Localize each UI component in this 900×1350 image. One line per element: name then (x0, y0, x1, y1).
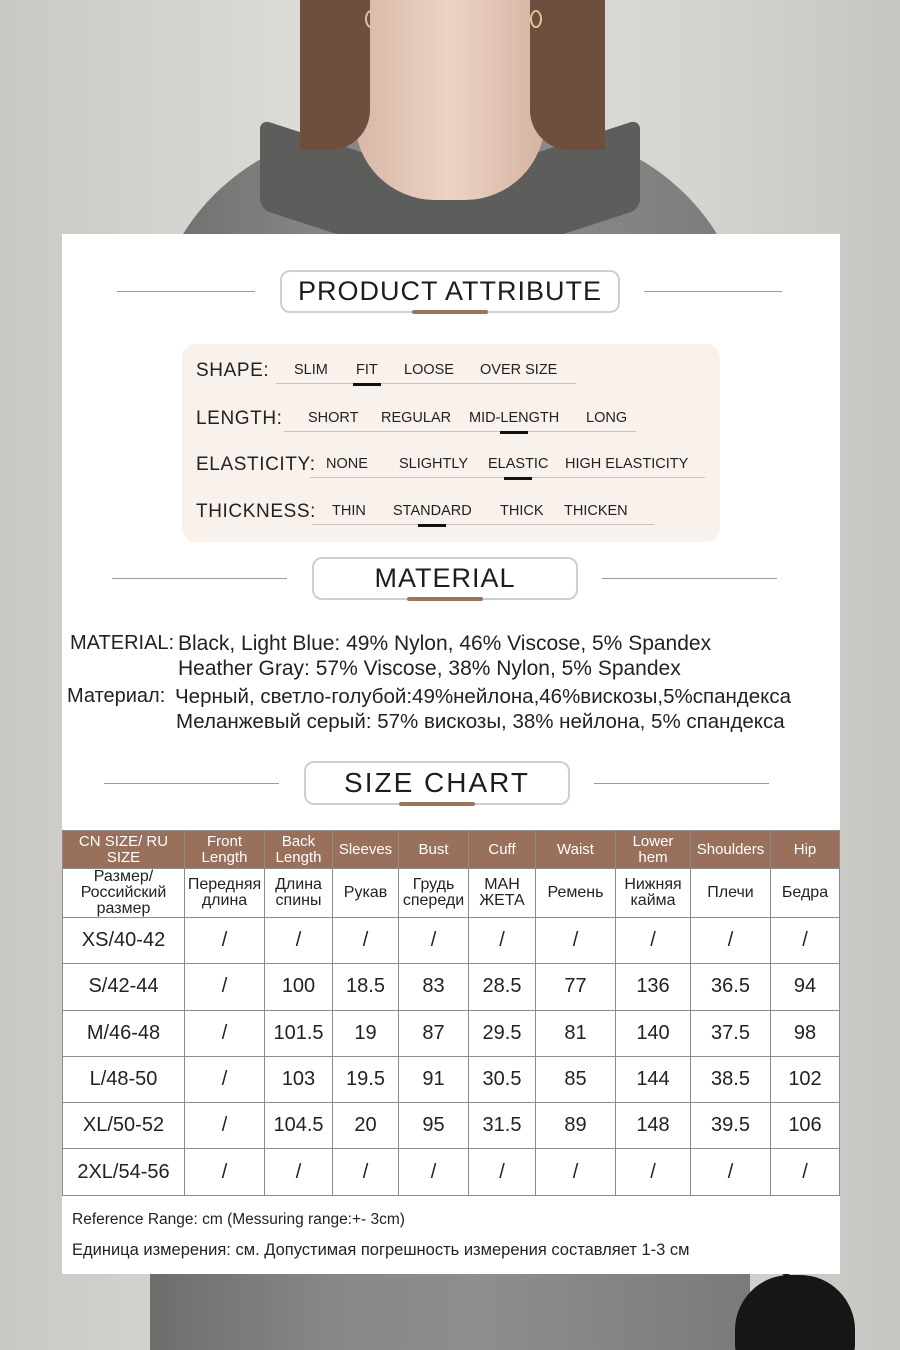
attribute-option: ELASTIC (488, 456, 549, 472)
header-cell-ru: МАН ЖЕТА (469, 869, 536, 918)
header-cell-ru: Нижняя кайма (616, 869, 691, 918)
measurement-cell: 144 (616, 1056, 691, 1102)
header-cell-ru: Рукав (333, 869, 399, 918)
table-row (63, 1149, 840, 1195)
header-cell-ru: Грудь спереди (399, 869, 469, 918)
header-cell-en: Front Length (185, 831, 265, 869)
attribute-row-length (196, 402, 696, 432)
attribute-option: STANDARD (393, 503, 472, 519)
measurement-cell: 81 (536, 1010, 616, 1056)
table-row (63, 1010, 840, 1056)
info-panel (62, 234, 840, 1274)
divider-left (117, 291, 255, 292)
measurement-cell: 18.5 (333, 964, 399, 1010)
material-line-ru-2: Меланжевый серый: 57% вискозы, 38% нейлона, 5% спандекса (176, 710, 785, 733)
measurement-cell: / (616, 1149, 691, 1195)
table-row (63, 1103, 840, 1149)
attribute-option: THIN (332, 503, 366, 519)
header-cell-en: Bust (399, 831, 469, 869)
measurement-cell: / (469, 918, 536, 964)
attribute-underline (284, 431, 636, 432)
divider-right (644, 291, 782, 292)
attribute-option: HIGH ELASTICITY (565, 456, 689, 472)
material-line-ru-1: Черный, светло-голубой:49%нейлона,46%вискозы,5%спандекса (175, 685, 792, 708)
table-header-ru (63, 869, 840, 918)
header-cell-en: Back Length (265, 831, 333, 869)
header-cell-ru: Ремень (536, 869, 616, 918)
size-chart-title: SIZE CHART (304, 761, 570, 805)
measurement-cell: / (333, 918, 399, 964)
attribute-option: MID-LENGTH (469, 410, 560, 426)
size-cell: XL/50-52 (63, 1103, 185, 1149)
divider-left (104, 783, 279, 784)
measurement-cell: / (536, 1149, 616, 1195)
measurement-cell: 31.5 (469, 1103, 536, 1149)
measurement-cell: / (265, 1149, 333, 1195)
measurement-cell: / (691, 918, 771, 964)
attribute-option: SLIGHTLY (399, 456, 469, 472)
measurement-cell: 94 (771, 964, 840, 1010)
measurement-cell: 98 (771, 1010, 840, 1056)
measurement-cell: 100 (265, 964, 333, 1010)
header-cell-ru: Длина спины (265, 869, 333, 918)
measurement-cell: 19 (333, 1010, 399, 1056)
measurement-cell: 95 (399, 1103, 469, 1149)
measurement-cell: 37.5 (691, 1010, 771, 1056)
table-header-en (63, 831, 840, 869)
table-body (63, 918, 840, 1196)
measurement-cell: / (185, 1056, 265, 1102)
measurement-cell: / (333, 1149, 399, 1195)
attribute-option: LONG (586, 410, 628, 426)
size-cell: 2XL/54-56 (63, 1149, 185, 1195)
divider-left (112, 578, 287, 579)
measurement-cell: 30.5 (469, 1056, 536, 1102)
material-line-en-1: Black, Light Blue: 49% Nylon, 46% Viscose, 5% Spandex (178, 632, 712, 655)
attribute-row-elasticity (196, 448, 696, 478)
note-en: Reference Range: cm (Messuring range:+- 3cm) (72, 1211, 405, 1228)
size-cell: M/46-48 (63, 1010, 185, 1056)
attribute-label: LENGTH: (196, 408, 283, 429)
measurement-cell: / (771, 918, 840, 964)
attribute-underline (312, 524, 654, 525)
measurement-cell: 83 (399, 964, 469, 1010)
measurement-cell: / (616, 918, 691, 964)
earring-left-icon (365, 10, 377, 28)
attribute-option: THICK (500, 503, 544, 519)
header-cell-ru: Бедра (771, 869, 840, 918)
measurement-cell: / (185, 1149, 265, 1195)
attribute-label: ELASTICITY: (196, 454, 316, 475)
attribute-option: OVER SIZE (480, 362, 558, 378)
material-label-en: MATERIAL: (70, 632, 175, 654)
attribute-option: LOOSE (404, 362, 454, 378)
size-cell: S/42-44 (63, 964, 185, 1010)
measurement-cell: / (771, 1149, 840, 1195)
attribute-option: REGULAR (381, 410, 452, 426)
measurement-cell: 103 (265, 1056, 333, 1102)
measurement-cell: 28.5 (469, 964, 536, 1010)
measurement-cell: 19.5 (333, 1056, 399, 1102)
measurement-cell: 39.5 (691, 1103, 771, 1149)
measurement-cell: / (399, 918, 469, 964)
size-cell: L/48-50 (63, 1056, 185, 1102)
measurement-cell: 85 (536, 1056, 616, 1102)
measurement-cell: / (185, 918, 265, 964)
attribute-row-shape (196, 354, 696, 384)
size-chart-table (62, 830, 840, 1196)
measurement-cell: 91 (399, 1056, 469, 1102)
header-cell-ru: Размер/ Российский размер (63, 869, 185, 918)
measurement-cell: / (536, 918, 616, 964)
earring-right-icon (530, 10, 542, 28)
attribute-underline (276, 383, 576, 384)
header-cell-en: Sleeves (333, 831, 399, 869)
measurement-cell: 104.5 (265, 1103, 333, 1149)
divider-right (594, 783, 769, 784)
attribute-row-thickness (196, 495, 696, 525)
header-cell-en: Waist (536, 831, 616, 869)
header-cell-en: Lower hem (616, 831, 691, 869)
attribute-option: FIT (356, 362, 378, 378)
material-title: MATERIAL (312, 557, 578, 600)
measurement-cell: 89 (536, 1103, 616, 1149)
measurement-cell: / (399, 1149, 469, 1195)
measurement-cell: / (185, 1010, 265, 1056)
attribute-option: SHORT (308, 410, 359, 426)
measurement-cell: 38.5 (691, 1056, 771, 1102)
measurement-cell: 36.5 (691, 964, 771, 1010)
attribute-label: THICKNESS: (196, 501, 317, 522)
table-row (63, 964, 840, 1010)
size-cell: XS/40-42 (63, 918, 185, 964)
measurement-cell: 148 (616, 1103, 691, 1149)
measurement-cell: / (185, 1103, 265, 1149)
header-cell-en: Hip (771, 831, 840, 869)
measurement-cell: 77 (536, 964, 616, 1010)
measurement-cell: / (691, 1149, 771, 1195)
measurement-cell: 87 (399, 1010, 469, 1056)
model-hair-left (300, 0, 370, 150)
measurement-cell: 20 (333, 1103, 399, 1149)
note-ru: Единица измерения: см. Допустимая погрешность измерения составляет 1-3 см (72, 1241, 690, 1259)
material-label-ru: Материал: (67, 685, 166, 707)
attribute-option: NONE (326, 456, 368, 472)
measurement-cell: 106 (771, 1103, 840, 1149)
measurement-cell: 29.5 (469, 1010, 536, 1056)
measurement-cell: 101.5 (265, 1010, 333, 1056)
attribute-option: THICKEN (564, 503, 628, 519)
measurement-cell: / (185, 964, 265, 1010)
divider-right (602, 578, 777, 579)
attribute-box (182, 344, 720, 542)
model-neck (355, 0, 545, 200)
header-cell-en: Shoulders (691, 831, 771, 869)
table-row (63, 918, 840, 964)
table-row (63, 1056, 840, 1102)
header-cell-en: Cuff (469, 831, 536, 869)
header-cell-en: CN SIZE/ RU SIZE (63, 831, 185, 869)
attribute-label: SHAPE: (196, 360, 270, 381)
header-cell-ru: Передняя длина (185, 869, 265, 918)
measurement-cell: 136 (616, 964, 691, 1010)
measurement-cell: / (469, 1149, 536, 1195)
measurement-cell: / (265, 918, 333, 964)
measurement-cell: 140 (616, 1010, 691, 1056)
measurement-cell: 102 (771, 1056, 840, 1102)
header-cell-ru: Плечи (691, 869, 771, 918)
material-line-en-2: Heather Gray: 57% Viscose, 38% Nylon, 5% Spandex (178, 657, 681, 680)
product-attribute-title: PRODUCT ATTRIBUTE (280, 270, 620, 313)
attribute-option: SLIM (294, 362, 328, 378)
